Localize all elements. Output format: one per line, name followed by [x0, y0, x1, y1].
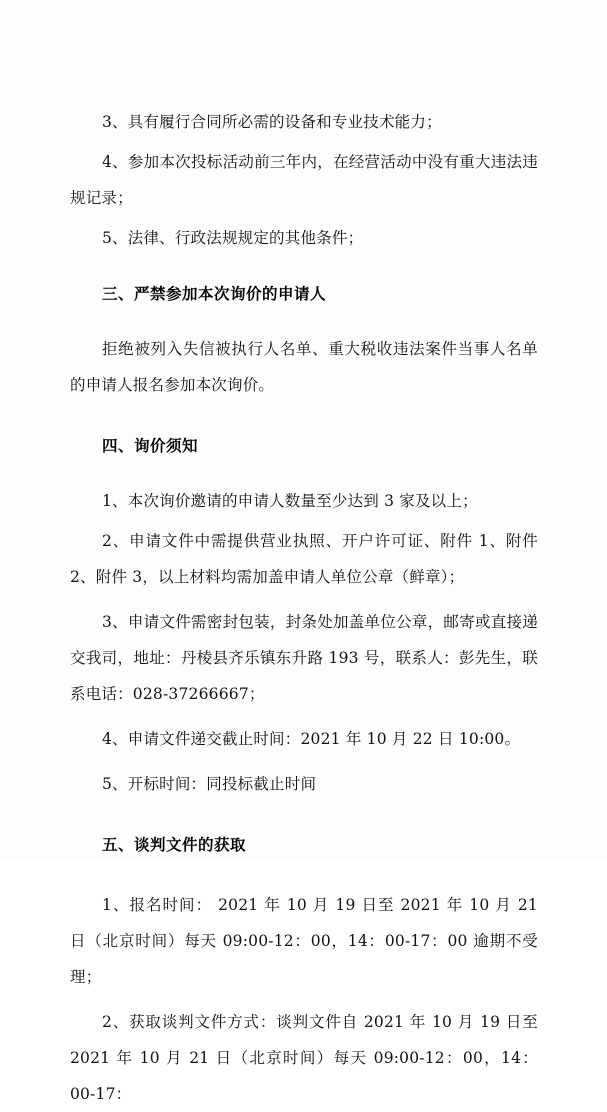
- paragraph-item-3: 3、具有履行合同所必需的设备和专业技术能力；: [102, 113, 442, 131]
- paragraph-notice-2: 2、申请文件中需提供营业执照、开户许可证、附件 1、附件 2、附件 3，以上材料均需加盖申请人单位公章（鲜章）；: [70, 532, 538, 586]
- heading-section-three: 三、严禁参加本次询价的申请人: [102, 283, 327, 303]
- paragraph-acquire-2: 2、获取谈判文件方式：谈判文件自 2021 年 10 月 19 日至 2021 年 10 月 21 日（北京时间）每天 09:00-12：00，14：00-17：: [70, 1013, 538, 1103]
- paragraph-notice-5: 5、开标时间：同投标截止时间: [102, 775, 317, 793]
- paragraph-section-three-body: 拒绝被列入失信被执行人名单、重大税收违法案件当事人名单的申请人报名参加本次询价。: [70, 340, 538, 394]
- paragraph-item-5: 5、法律、行政法规规定的其他条件；: [102, 229, 364, 247]
- paragraph-notice-1: 1、本次询价邀请的申请人数量至少达到 3 家及以上；: [102, 492, 478, 510]
- document-body: [70, 104, 538, 1112]
- paragraph-item-4: 4、参加本次投标活动前三年内，在经营活动中没有重大违法违规记录；: [70, 153, 538, 207]
- heading-section-four: 四、询价须知: [102, 435, 199, 455]
- paragraph-notice-4: 4、申请文件递交截止时间：2021 年 10 月 22 日 10:00。: [102, 730, 521, 748]
- paragraph-notice-3: 3、申请文件需密封包装，封条处加盖单位公章，邮寄或直接递交我司，地址：丹棱县齐乐镇东升路 193 号，联系人：彭先生，联系电话：028-37266667；: [70, 613, 538, 703]
- heading-section-five: 五、谈判文件的获取: [102, 834, 247, 854]
- paragraph-acquire-1: 1、报名时间： 2021 年 10 月 19 日至 2021 年 10 月 21 日（北京时间）每天 09:00-12：00，14：00-17：00 逾期不受理；: [70, 896, 538, 986]
